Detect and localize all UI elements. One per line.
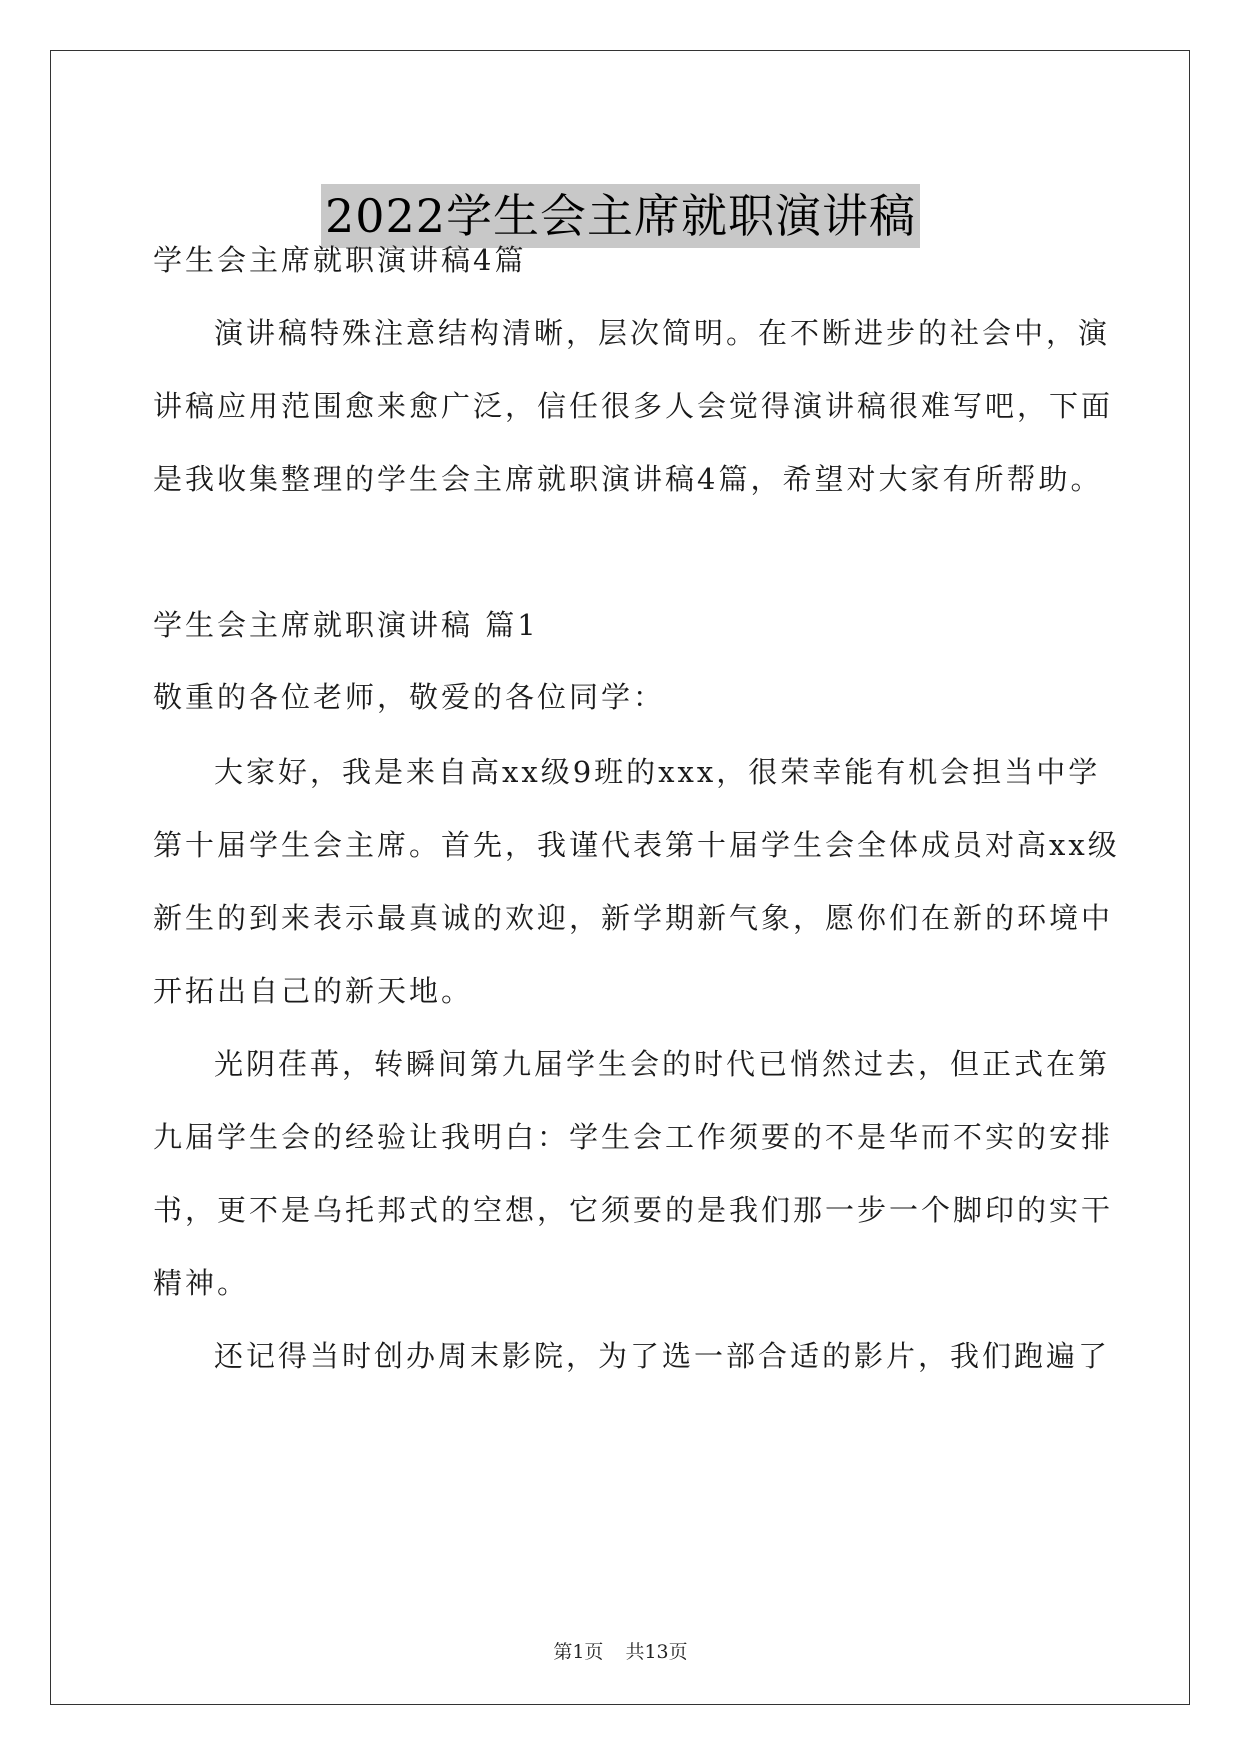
page-footer — [0, 1637, 1241, 1664]
salutation: 敬重的各位老师，敬爱的各位同学： — [153, 680, 666, 714]
paragraph-line: 书，更不是乌托邦式的空想，它须要的是我们那一步一个脚印的实干 — [153, 1193, 1114, 1227]
page-border — [50, 50, 1190, 1705]
page-number: 第1页 — [553, 1641, 604, 1663]
paragraph-line: 第十届学生会主席。首先，我谨代表第十届学生会全体成员对高xx级 — [153, 828, 1120, 862]
paragraph-line: 大家好，我是来自高xx级9班的xxx，很荣幸能有机会担当中学 — [214, 755, 1101, 789]
section-heading: 学生会主席就职演讲稿 篇1 — [153, 608, 539, 642]
page-total: 共13页 — [625, 1641, 688, 1663]
paragraph-line: 精神。 — [153, 1266, 250, 1300]
paragraph-line: 是我收集整理的学生会主席就职演讲稿4篇，希望对大家有所帮助。 — [153, 462, 1103, 496]
paragraph-line: 九届学生会的经验让我明白：学生会工作须要的不是华而不实的安排 — [153, 1120, 1114, 1154]
paragraph-line: 讲稿应用范围愈来愈广泛，信任很多人会觉得演讲稿很难写吧，下面 — [153, 389, 1114, 423]
paragraph-line: 新生的到来表示最真诚的欢迎，新学期新气象，愿你们在新的环境中 — [153, 901, 1114, 935]
document-title: 2022学生会主席就职演讲稿 — [321, 184, 920, 248]
paragraph-line: 还记得当时创办周末影院，为了选一部合适的影片，我们跑遍了 — [214, 1339, 1111, 1373]
paragraph-line: 光阴荏苒，转瞬间第九届学生会的时代已悄然过去，但正式在第 — [214, 1047, 1111, 1081]
paragraph-line: 开拓出自己的新天地。 — [153, 974, 474, 1008]
subtitle: 学生会主席就职演讲稿4篇 — [153, 243, 527, 277]
paragraph-line: 演讲稿特殊注意结构清晰，层次简明。在不断进步的社会中，演 — [214, 316, 1111, 350]
